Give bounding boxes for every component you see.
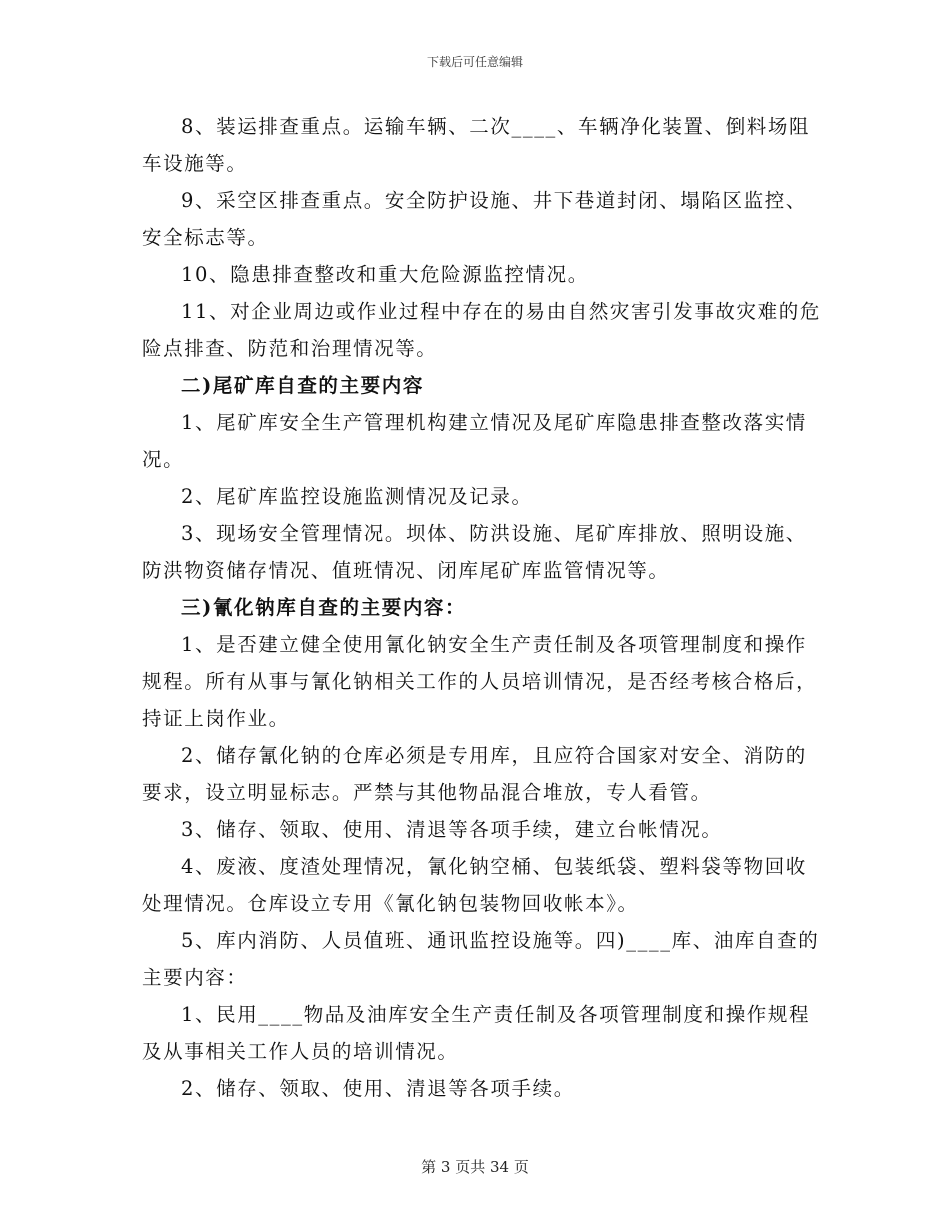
- page-footer: 第 3 页共 34 页: [421, 1158, 529, 1176]
- paragraph-cyanide-1: 1、是否建立健全使用氰化钠安全生产责任制及各项管理制度和操作规程。所有从事与氰化钠相关工作的人员培训情况，是否经考核合格后，持证上岗作业。: [142, 633, 818, 730]
- paragraph-depot-2: 2、储存、领取、使用、清退等各项手续。: [181, 1077, 575, 1100]
- section-heading-cyanide: 三)氰化钠库自查的主要内容：: [181, 596, 467, 619]
- paragraph-cyanide-4: 4、废液、度渣处理情况，氰化钠空桶、包装纸袋、塑料袋等物回收处理情况。仓库设立专用《氰化钠包装物回收帐本》。: [142, 855, 807, 915]
- paragraph-item-9: 9、采空区排查重点。安全防护设施、井下巷道封闭、塌陷区监控、安全标志等。: [142, 189, 807, 249]
- paragraph-cyanide-5: 5、库内消防、人员值班、通讯监控设施等。四)____库、油库自查的主要内容：: [142, 929, 820, 989]
- paragraph-cyanide-2: 2、储存氰化钠的仓库必须是专用库，且应符合国家对安全、消防的要求，设立明显标志。严禁与其他物品混合堆放，专人看管。: [142, 744, 807, 804]
- paragraph-item-10: 10、隐患排查整改和重大危险源监控情况。: [181, 263, 589, 286]
- document-body: [142, 108, 822, 1107]
- paragraph-item-8: 8、装运排查重点。运输车辆、二次____、车辆净化装置、倒料场阻车设施等。: [142, 115, 811, 175]
- paragraph-tailings-1: 1、尾矿库安全生产管理机构建立情况及尾矿库隐患排查整改落实情况。: [142, 411, 807, 471]
- paragraph-depot-1: 1、民用____物品及油库安全生产责任制及各项管理制度和操作规程及从事相关工作人员的培训情况。: [142, 1003, 811, 1063]
- page-header: 下载后可任意编辑: [426, 55, 523, 69]
- section-heading-tailings: 二)尾矿库自查的主要内容: [181, 374, 424, 397]
- paragraph-cyanide-3: 3、储存、领取、使用、清退等各项手续，建立台帐情况。: [181, 818, 723, 841]
- paragraph-item-11: 11、对企业周边或作业过程中存在的易由自然灾害引发事故灾难的危险点排查、防范和治理情况等。: [142, 300, 821, 360]
- paragraph-tailings-3: 3、现场安全管理情况。坝体、防洪设施、尾矿库排放、照明设施、防洪物资储存情况、值班情况、闭库尾矿库监管情况等。: [142, 522, 807, 582]
- paragraph-tailings-2: 2、尾矿库监控设施监测情况及记录。: [181, 485, 533, 508]
